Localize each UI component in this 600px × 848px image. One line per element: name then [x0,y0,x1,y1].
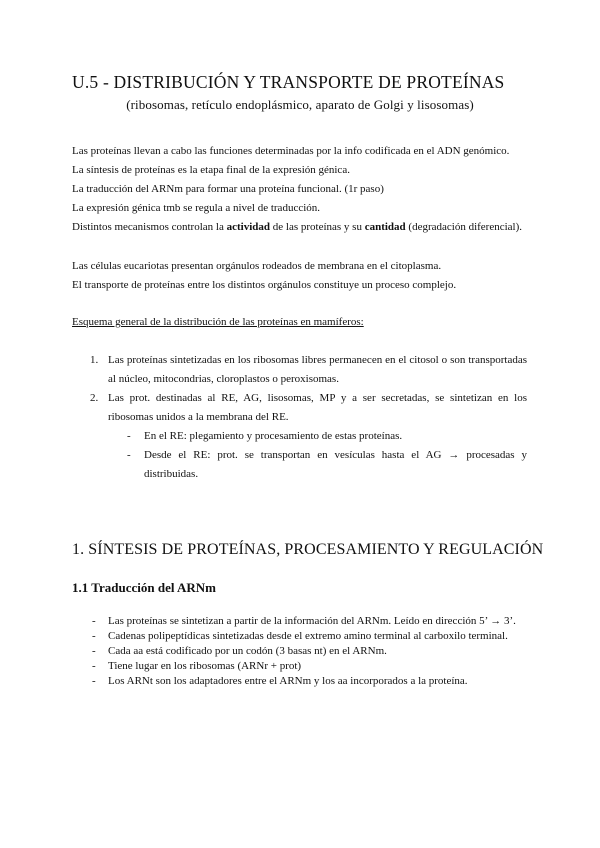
dash-bullet: - [92,615,96,627]
dash-bullet: - [92,630,96,642]
list-item-text: Cadenas polipeptídicas sintetizadas desde el extremo amino terminal al carboxilo terminal. [108,630,508,642]
sub-list-item-text: En el RE: plegamiento y procesamiento de estas proteínas. [144,430,403,442]
cells-line: Las células eucariotas presentan orgánulos rodeados de membrana en el citoplasma. [72,260,442,272]
list-item [72,659,532,674]
intro-text: Distintos mecanismos controlan la [72,221,227,233]
intro-line: La traducción del ARNm para formar una proteína funcional. (1r paso) [72,183,384,195]
list-item-text: Las proteínas sintetizadas en los ribosomas libres permanecen en el citosol o son transportadas al núcleo, mitocondrias, cloroplastos o peroxisomas. [108,354,527,385]
intro-paragraph [72,142,532,237]
list-item [72,674,532,689]
section-heading: 1. SÍNTESIS DE PROTEÍNAS, PROCESAMIENTO Y REGULACIÓN [72,541,544,558]
list-item [72,351,527,389]
bold-term-cantidad: cantidad [364,221,406,233]
list-item-text: Los ARNt son los adaptadores entre el ARNm y los aa incorporados a la proteína. [108,675,468,687]
dash-bullet: - [127,430,131,442]
dash-bullet: - [92,660,96,672]
list-number: 2. [90,392,99,404]
intro-text: (degradación diferencial). [405,221,523,233]
intro-line: Las proteínas llevan a cabo las funciones determinadas por la info codificada en el ADN genómico. [72,145,510,157]
dash-bullet: - [92,675,96,687]
list-item [72,629,532,644]
schema-heading: Esquema general de la distribución de las proteínas en mamíferos: [72,316,364,328]
sub-list-item [108,427,527,446]
numbered-list [72,351,527,484]
list-item [72,389,527,484]
cells-paragraph [72,257,532,295]
sub-list-item [108,446,527,484]
list-number: 1. [90,354,99,366]
subsection-heading: 1.1 Traducción del ARNm [72,580,216,595]
list-item [72,614,532,629]
intro-text: de las proteínas y su [270,221,365,233]
bold-term-actividad: actividad [226,221,270,233]
list-item [72,644,532,659]
dash-bullet: - [92,645,96,657]
intro-line [72,218,532,237]
intro-line: La expresión génica tmb se regula a nivel de traducción. [72,202,321,214]
list-item-text: Las prot. destinadas al RE, AG, lisosomas, MP y a ser secretadas, se sintetizan en los ribosomas unidos a la membrana del RE. [108,392,527,423]
cells-line: El transporte de proteínas entre los distintos orgánulos constituye un proceso complejo. [72,279,457,291]
document-subtitle: (ribosomas, retículo endoplásmico, aparato de Golgi y lisosomas) [126,97,474,112]
list-item-text: Cada aa está codificado por un codón (3 basas nt) en el ARNm. [108,645,387,657]
intro-line: La síntesis de proteínas es la etapa final de la expresión génica. [72,164,350,176]
bullet-list [72,614,532,689]
document-title: U.5 - DISTRIBUCIÓN Y TRANSPORTE DE PROTEÍNAS [72,72,505,92]
dash-bullet: - [127,449,131,461]
sub-list-item-text: Desde el RE: prot. se transportan en vesículas hasta el AG → procesadas y distribuidas. [144,449,527,480]
sub-list [108,427,527,484]
list-item-text: Tiene lugar en los ribosomas (ARNr + prot) [108,660,302,672]
list-item-text: Las proteínas se sintetizan a partir de la información del ARNm. Leído en dirección 5’ → 3’. [108,615,516,627]
